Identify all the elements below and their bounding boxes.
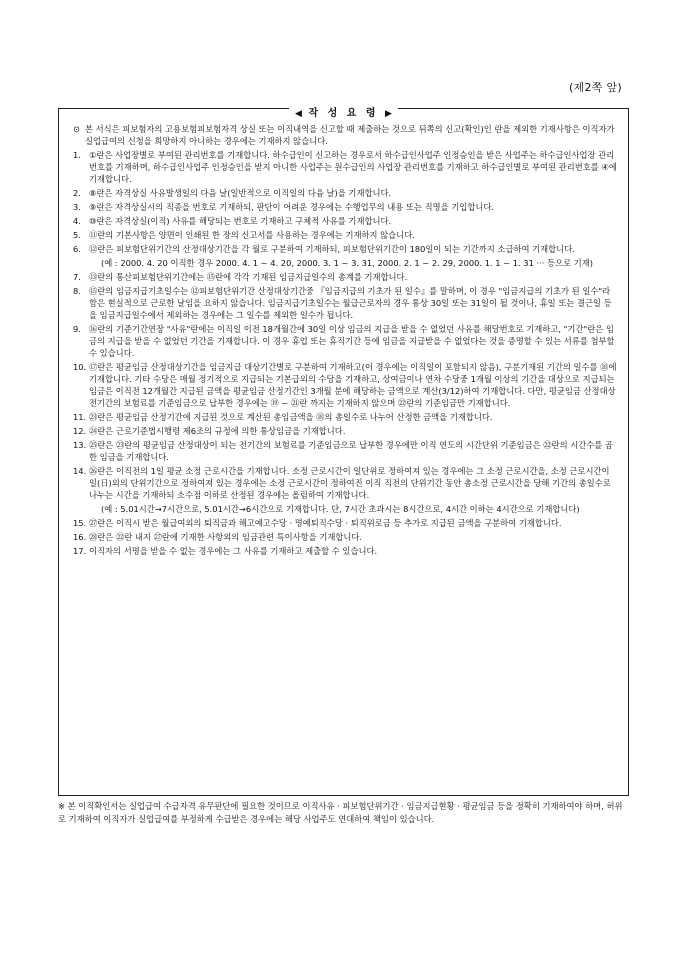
list-item bbox=[73, 285, 618, 321]
instructions-content bbox=[73, 123, 618, 559]
intro-paragraph bbox=[73, 123, 618, 147]
list-item bbox=[73, 323, 618, 359]
list-item bbox=[73, 229, 618, 241]
item-number: 2. bbox=[73, 188, 81, 198]
item-text: ⑨란은 자격상실시의 직종을 번호로 기재하되, 판단이 어려운 경우에는 수행업무의 내용 또는 직명을 기입합니다. bbox=[89, 202, 495, 212]
list-item bbox=[73, 215, 618, 227]
item-number: 13. bbox=[73, 440, 87, 450]
item-text: ①란은 사업장별로 부여된 관리번호를 기재합니다. 하수급인이 신고하는 경우로서 하수급인사업주 인정승인을 받은 사업주는 하수급인사업장 관리번호를 기재하며, 하수급인사업주 인정승인을 받지 아니한 사업주는 원수급인의 사업장 관리번호를 기재하고 하수급인별로 부여된 관리번호를 ④에 기재합니다. bbox=[89, 150, 617, 184]
bullet-icon: ⊙ bbox=[73, 124, 80, 134]
item-text: ㉖란은 이직전의 1일 평균 소정 근로시간을 기재합니다. 소정 근로시간이 일단위로 정하여져 있는 경우에는 그 소정 근로시간을, 소정 근로시간이 일(日)외의 단위기간으로 정하여져 있는 경우에는 소정 근로시간이 정하여진 이직 직전의 단위기간 동안 총소정 근로시간을 당해 기간의 총일수로 나누는 시간을 기재하되 소수점 이하로 산정된 경우에는 올림하여 기재합니다. bbox=[89, 466, 611, 500]
item-number: 11. bbox=[73, 412, 87, 422]
item-text: ⑪란의 기본사항은 양면이 인쇄된 한 장의 신고서를 사용하는 경우에는 기재하지 않습니다. bbox=[89, 230, 415, 240]
list-item bbox=[73, 149, 618, 185]
item-number: 8. bbox=[73, 286, 81, 296]
list-item bbox=[73, 545, 618, 557]
list-item bbox=[73, 465, 618, 501]
item-number: 3. bbox=[73, 202, 81, 212]
item-text: ⑧란은 자격상실 사유발생일의 다음 날(일반적으로 이직일의 다음 날)을 기재합니다. bbox=[89, 188, 392, 198]
item-text: ⑩란은 자격상실(이직) 사유를 해당되는 번호로 기재하고 구체적 사유를 기재합니다. bbox=[89, 216, 392, 226]
item-text: ⑰란은 평균임금 산정대상기간을 임금지급 대상기간별로 구분하여 기재하고(이 경우에는 이직일이 포함되지 않음), 구분기재된 기간의 일수를 ⑱에 기재합니다. 기타 수당은 매월 정기적으로 지급되는 기본급외의 수당을 기재하고, 상여금이나 연차 수당중 1개월 이상의 기간을 대상으로 지급되는 임금은 이직전 12개월간 지급된 금액을 평균임금 산정기간인 3개월 분에 해당하는 금액으로 계산(3/12)하여 기재합니다. 다만, 평균임금 산정대상 전기간의 보험료를 기준임금으로 납부한 경우에는 ⑲ ~ ㉑란 까지는 기재하지 않으며 ㉒란의 기준임금만 기재합니다. bbox=[89, 362, 617, 408]
item-example: (예 : 2000. 4. 20 이직한 경우 2000. 4. 1 ~ 4. 20, 2000. 3. 1 ~ 3. 31, 2000. 2. 1 ~ 2. 29, 2000. 1. 1 ~ 1. 31 ··· 등으로 기재) bbox=[101, 258, 594, 268]
item-example: (예 : 5.01시간→7시간으로, 5.01시간→6시간으로 기재합니다. 단, 7시간 초과시는 8시간으로, 4시간 이하는 4시간으로 기재합니다) bbox=[101, 504, 580, 514]
item-text: ㉔란은 근로기준법시행령 제6조의 규정에 의한 통상임금을 기재합니다. bbox=[89, 426, 346, 436]
list-item bbox=[73, 425, 618, 437]
section-title-text: 작 성 요 령 bbox=[308, 108, 379, 119]
item-text: ⑮란의 임금지급기초일수는 ⑫피보험단위기간 산정대상기간중 『임금지급의 기초가 된 일수』를 말하며, 이 경우 "임금지급의 기초가 된 일수"라 함은 현실적으로 근로한 날임을 요하지 않습니다. 임금지급기초일수는 월급근로자의 경우 통상 30일 또는 31일이 될 것이나, 휴일 또는 결근일 등을 임금지급일수에서 제외하는 경우에는 그 일수를 제외한 일수가 됩니다. bbox=[89, 286, 612, 320]
item-text: ㉕란은 ㉓란의 평균임금 산정대상이 되는 전기간의 보험료를 기준임금으로 납부한 경우에만 이직 연도의 시간단위 기준임금은 ㉒란의 시간수를 곱한 임금을 기재합니다. bbox=[89, 440, 613, 462]
item-number: 17. bbox=[73, 546, 87, 556]
item-number: 1. bbox=[73, 150, 81, 160]
item-text: ㉓란은 평균임금 산정기간에 지급된 것으로 계산된 총임금액을 ⑱의 총일수로 나누어 산정한 금액을 기재합니다. bbox=[89, 412, 493, 422]
item-number: 4. bbox=[73, 216, 81, 226]
item-number: 7. bbox=[73, 272, 81, 282]
item-number: 15. bbox=[73, 518, 87, 528]
footnote: ※ 본 이직확인서는 실업급여 수급자격 유무판단에 필요한 것이므로 이직사유 · 피보험단위기간 · 임금지급현황 · 평균임금 등을 정확히 기재하여야 하며, 허위로 기재하여 이직자가 실업급여를 부정하게 수급받은 경우에는 해당 사업주도 연대하여 책임이 있습니다. bbox=[58, 801, 623, 824]
item-number: 5. bbox=[73, 230, 81, 240]
page-label: (제2쪽 앞) bbox=[568, 81, 622, 94]
instructions-box bbox=[58, 108, 629, 796]
item-text: 이직자의 서명을 받을 수 없는 경우에는 그 사유를 기재하고 제출할 수 있습니다. bbox=[89, 546, 378, 556]
item-text: ⑬란의 통산피보험단위기간에는 ⑮란에 각각 기재된 임금지급일수의 총계를 기재합니다. bbox=[89, 272, 408, 282]
item-text: ⑫란은 피보험단위기간의 산정대상기간을 각 월로 구분하여 기재하되, 피보험단위기간이 180일이 되는 기간까지 소급하여 기재합니다. bbox=[89, 244, 575, 254]
list-item bbox=[73, 201, 618, 213]
item-number: 9. bbox=[73, 324, 81, 334]
list-item bbox=[73, 187, 618, 199]
item-text: ㉘란은 ㉒란 내지 ㉗란에 기재한 사항외의 임금관련 특이사항을 기재합니다. bbox=[89, 532, 363, 542]
list-item bbox=[73, 271, 618, 283]
list-item bbox=[73, 439, 618, 463]
item-number: 16. bbox=[73, 532, 87, 542]
section-title bbox=[59, 101, 628, 120]
item-number: 14. bbox=[73, 466, 87, 476]
list-item bbox=[73, 411, 618, 423]
left-arrow-icon: ◀ bbox=[295, 109, 302, 119]
item-number: 10. bbox=[73, 362, 87, 372]
list-item bbox=[73, 531, 618, 543]
intro-text: 본 서식은 피보험자의 고용보험피보험자격 상실 또는 이직내역을 신고할 때 제출하는 것으로 뒤쪽의 신고(확인)인 란을 제외한 기재사항은 이직자가 실업급여의 신청을 희망하지 아니하는 경우에는 기재하지 않습니다. bbox=[85, 124, 615, 146]
item-number: 12. bbox=[73, 426, 87, 436]
list-item bbox=[73, 517, 618, 529]
right-arrow-icon: ▶ bbox=[385, 109, 392, 119]
list-item bbox=[73, 361, 618, 409]
list-item bbox=[73, 243, 618, 255]
item-text: ⑯란의 기준기간연장 "사유"란에는 이직일 이전 18개월간에 30일 이상 임금의 지급을 받을 수 없었던 사유를 해당번호로 기재하고, "기간"란은 임금의 지급을 받을 수 없었던 기간을 기재합니다. 이 경우 휴업 또는 휴직기간 등에 임금을 지급받을 수 없었다는 것을 증명할 수 있는 서류를 첨부할 수 있습니다. bbox=[89, 324, 615, 358]
item-number: 6. bbox=[73, 244, 81, 254]
item-text: ㉗란은 이직시 받은 월급여외의 퇴직금과 해고예고수당 · 명예퇴직수당 · 퇴직위로금 등 추가로 지급된 금액을 구분하여 기재합니다. bbox=[89, 518, 562, 528]
